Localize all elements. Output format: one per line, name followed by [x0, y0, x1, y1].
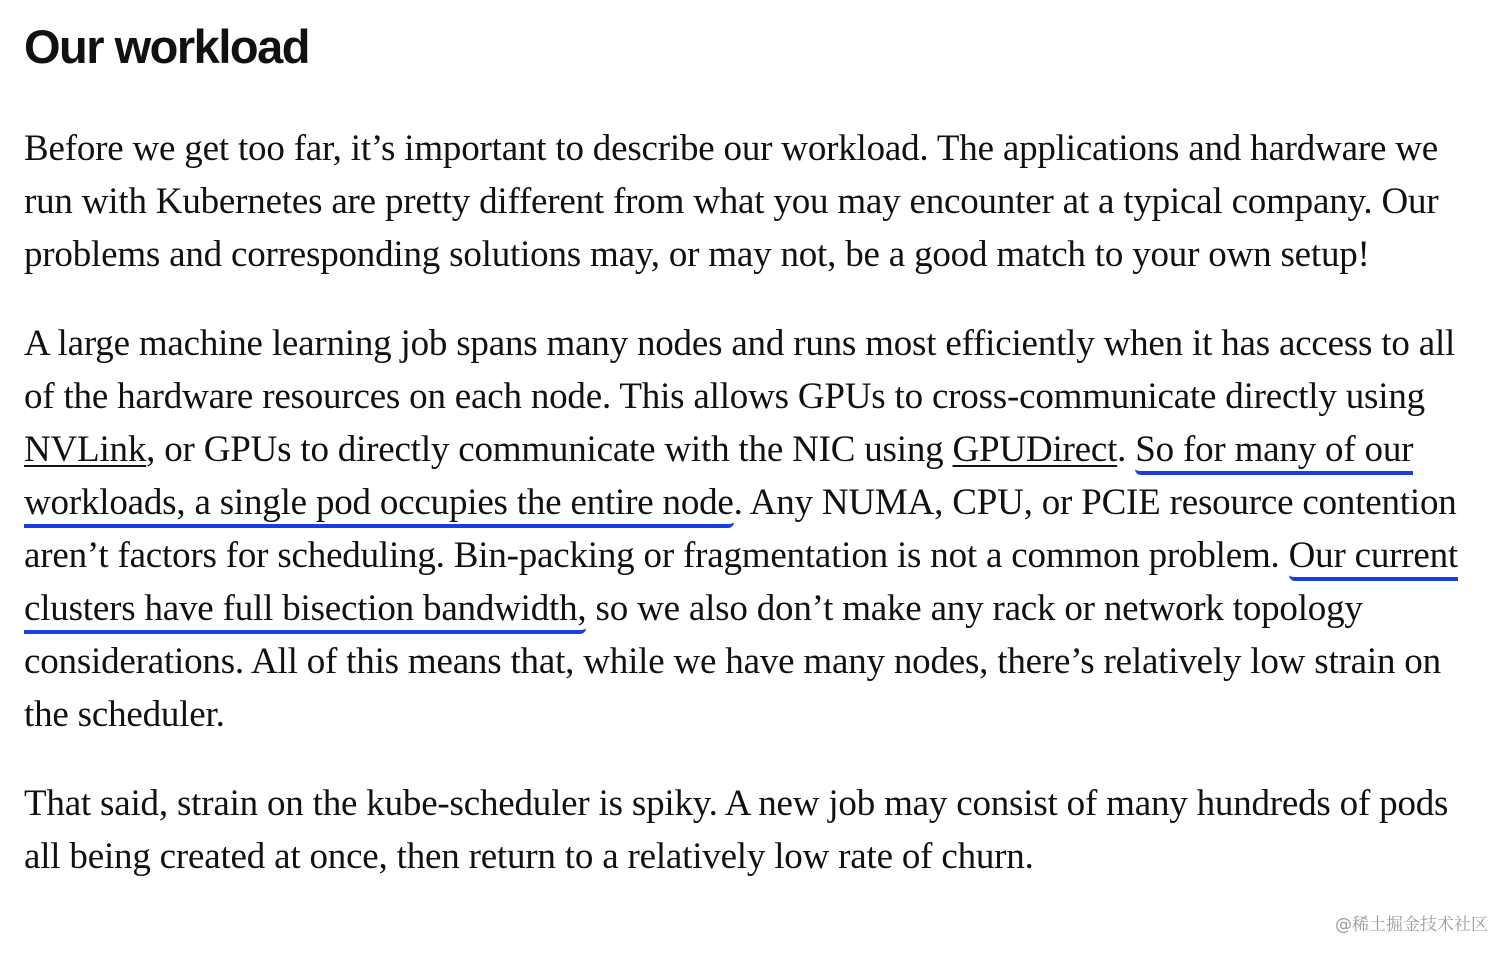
text-segment: . [1117, 429, 1136, 470]
paragraph-intro: Before we get too far, it’s important to describe our workload. The applications and hardware we run with Kubernetes are pretty different from what you may encounter at a typical company. Our problems and corresponding solutions may, or may not, be a good match to your own setup! [24, 128, 1439, 275]
watermark: @稀土掘金技术社区 [1335, 915, 1488, 935]
highlight-bisection-bandwidth: Our current clusters have full bisection bandwidth, [24, 535, 1458, 634]
text-segment: . Any NUMA, CPU, or PCIE resource contention aren’t factors for scheduling. Bin-packing or fragmentation is not a common problem. [24, 482, 1457, 576]
paragraph-scheduler-strain: That said, strain on the kube-scheduler is spiky. A new job may consist of many hundreds of pods all being created at once, then return to a relatively low rate of churn. [24, 783, 1449, 877]
article-body [24, 18, 1488, 919]
highlight-single-pod: So for many of our workloads, a single pod occupies the entire node [24, 429, 1413, 528]
text-segment: so we also don’t make any rack or network topology considerations. All of this means that, while we have many nodes, there’s relatively low strain on the scheduler. [24, 588, 1441, 735]
paragraph-hardware [24, 317, 1488, 741]
text-segment: , or GPUs to directly communicate with the NIC using [146, 429, 953, 470]
section-heading: Our workload [24, 20, 309, 73]
text-segment: A large machine learning job spans many nodes and runs most efficiently when it has access to all of the hardware resources on each node. This allows GPUs to cross-communicate directly using [24, 323, 1456, 417]
gpudirect-link[interactable]: GPUDirect [952, 429, 1118, 470]
nvlink-link[interactable]: NVLink [24, 429, 147, 470]
